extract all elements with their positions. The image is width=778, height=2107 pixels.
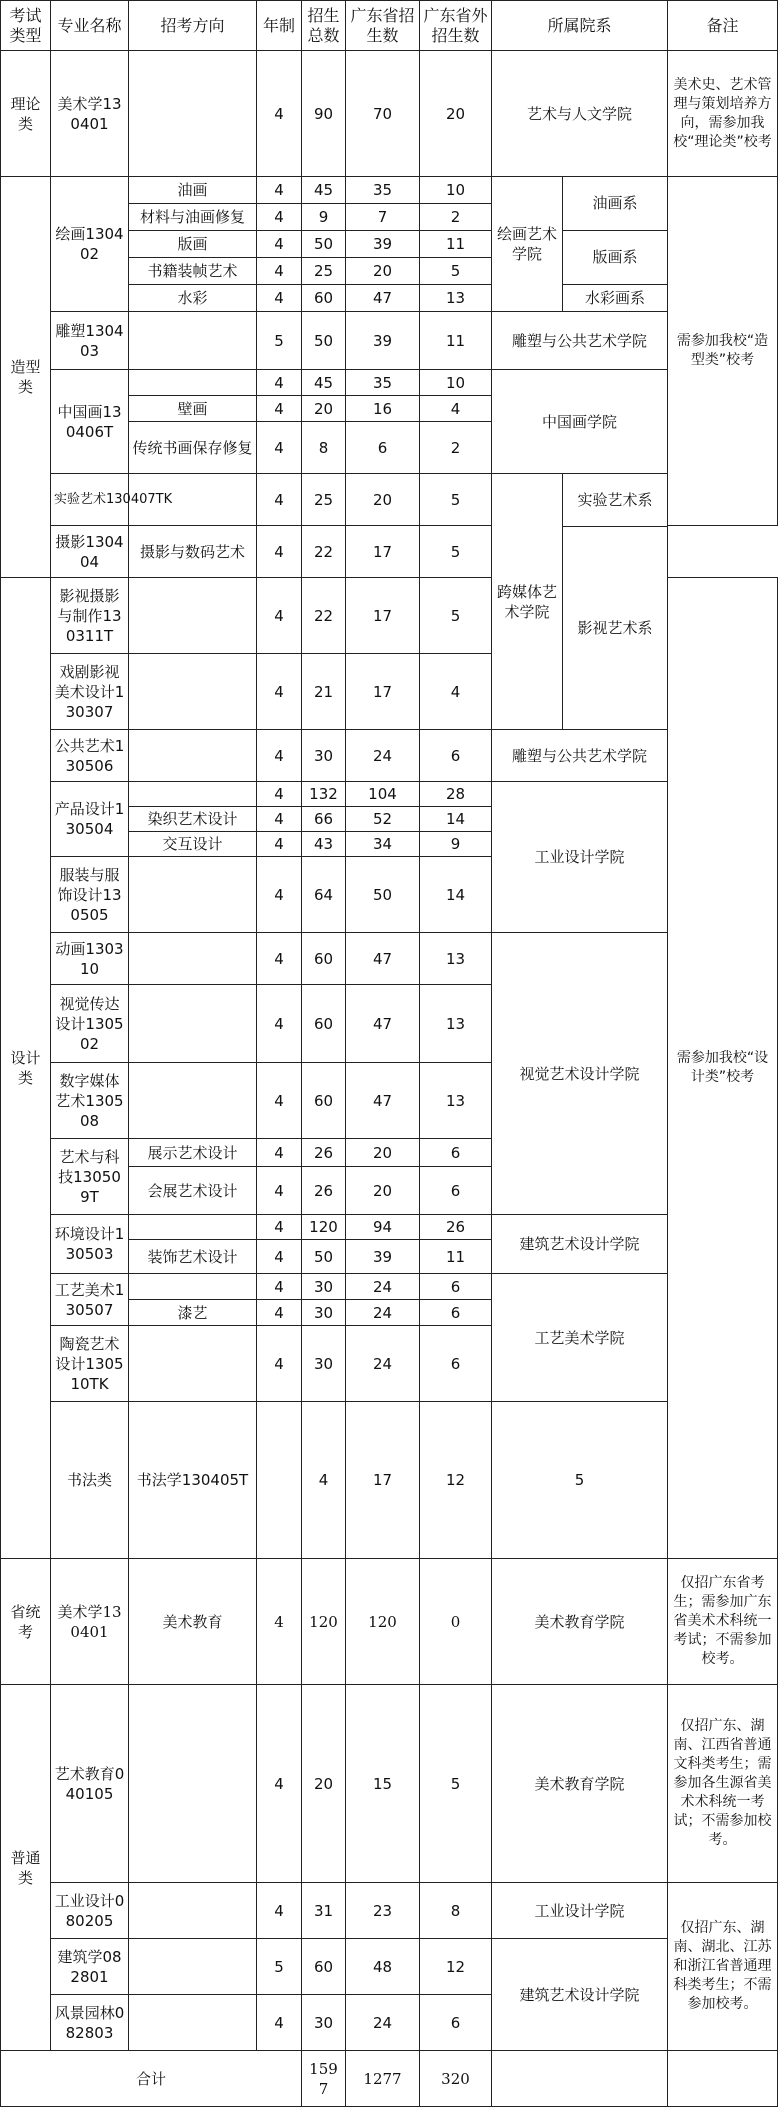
school-name: 绘画艺术学院: [492, 177, 563, 311]
out-gd-cell: 11: [420, 1240, 492, 1274]
in-gd-cell: 20: [346, 1139, 420, 1167]
in-gd-cell: 34: [346, 832, 420, 857]
out-gd-cell: 6: [420, 1326, 492, 1402]
direction-cell: 油画: [129, 177, 257, 204]
department-cell: 实验艺术系: [563, 474, 667, 527]
table-row: [1, 933, 778, 985]
major-cell: 工艺美术130507: [51, 1274, 129, 1326]
out-gd-cell: 5: [420, 258, 492, 285]
major-cell: 产品设计130504: [51, 782, 129, 857]
note-cell: 仅招广东、湖南、江西省普通文科类考生；需参加各生源省美术术科统一考试；不需参加校考。: [668, 1685, 778, 1883]
totals-school-empty: [492, 2051, 668, 2107]
in-gd-cell: 47: [346, 285, 420, 312]
totals-label: 合计: [1, 2051, 302, 2107]
in-gd-cell: 24: [346, 1300, 420, 1326]
school-cell: 工艺美术学院: [492, 1274, 668, 1402]
totals-out-gd: 320: [420, 2051, 492, 2107]
table-row: [1, 1883, 778, 1939]
direction-cell: 摄影与数码艺术: [129, 526, 257, 578]
direction-cell: [129, 985, 257, 1063]
out-gd-cell: 0: [420, 1559, 492, 1685]
direction-cell: [129, 1215, 257, 1240]
out-gd-cell: 5: [492, 1402, 668, 1559]
in-gd-cell: 24: [346, 1274, 420, 1300]
direction-cell: [129, 933, 257, 985]
years-cell: 4: [257, 1167, 302, 1215]
direction-cell: 美术教育: [129, 1559, 257, 1685]
total-cell: 30: [302, 1995, 346, 2051]
table-row: [1, 730, 778, 782]
years-cell: 4: [257, 578, 302, 654]
years-cell: 4: [257, 1559, 302, 1685]
years-cell: 4: [257, 730, 302, 782]
in-gd-cell: 6: [346, 422, 420, 474]
years-cell: 4: [257, 204, 302, 231]
years-cell: 4: [257, 1215, 302, 1240]
school-cell: 美术教育学院: [492, 1685, 668, 1883]
total-cell: 20: [302, 1685, 346, 1883]
major-cell: 风景园林082803: [51, 1995, 129, 2051]
major-cell: 陶瓷艺术设计130510TK: [51, 1326, 129, 1402]
school-cell: 建筑艺术设计学院: [492, 1215, 668, 1274]
in-gd-cell: 24: [346, 730, 420, 782]
total-cell: 60: [302, 985, 346, 1063]
table-row: [1, 1559, 778, 1685]
table-row: [1, 782, 778, 807]
direction-cell: [129, 1063, 257, 1139]
totals-in-gd: 1277: [346, 2051, 420, 2107]
years-cell: 4: [257, 285, 302, 312]
total-cell: 22: [302, 578, 346, 654]
years-cell: 4: [257, 1063, 302, 1139]
note-cell: 仅招广东、湖南、湖北、江苏和浙江省普通理科类考生；不需参加校考。: [668, 1883, 778, 2051]
out-gd-cell: 13: [420, 933, 492, 985]
direction-cell: [129, 312, 257, 370]
direction-cell: 染织艺术设计: [129, 807, 257, 832]
direction-cell: 书籍装帧艺术: [129, 258, 257, 285]
school-cell: 工业设计学院: [492, 1883, 668, 1939]
in-gd-cell: 16: [346, 396, 420, 422]
in-gd-cell: 70: [346, 51, 420, 177]
table-row: [1, 1402, 778, 1559]
out-gd-cell: 6: [420, 1167, 492, 1215]
major-cell: 美术学130401: [51, 1559, 129, 1685]
total-cell: 120: [302, 1215, 346, 1240]
col-header-major: 专业名称: [51, 1, 129, 51]
direction-cell: [129, 1274, 257, 1300]
in-gd-cell: 52: [346, 807, 420, 832]
direction-cell: [257, 1402, 302, 1559]
years-cell: 4: [257, 370, 302, 396]
in-gd-cell: 7: [346, 204, 420, 231]
school-cell: [492, 177, 668, 312]
years-cell: 4: [257, 857, 302, 933]
school-cell: 视觉艺术设计学院: [492, 933, 668, 1215]
direction-cell: [129, 782, 257, 807]
total-cell: 30: [302, 1326, 346, 1402]
out-gd-cell: 5: [420, 1685, 492, 1883]
out-gd-cell: 28: [420, 782, 492, 807]
category-cell: 书法类: [51, 1402, 129, 1559]
in-gd-cell: 24: [346, 1326, 420, 1402]
out-gd-cell: 8: [420, 1883, 492, 1939]
totals-notes-empty: [668, 2051, 778, 2107]
years-cell: 4: [257, 1685, 302, 1883]
in-gd-cell: 20: [346, 258, 420, 285]
major-cell: 数字媒体艺术130508: [51, 1063, 129, 1139]
in-gd-cell: 35: [346, 177, 420, 204]
total-cell: 120: [302, 1559, 346, 1685]
total-cell: 25: [302, 258, 346, 285]
out-gd-cell: 13: [420, 985, 492, 1063]
out-gd-cell: 20: [420, 51, 492, 177]
in-gd-cell: 47: [346, 1063, 420, 1139]
total-cell: 66: [302, 807, 346, 832]
in-gd-cell: 20: [346, 474, 420, 526]
major-cell: 艺术与科技130509T: [51, 1139, 129, 1215]
out-gd-cell: 10: [420, 177, 492, 204]
major-cell: 环境设计130503: [51, 1215, 129, 1274]
col-header-total: 招生总数: [302, 1, 346, 51]
note-cell: 仅招广东省考生；需参加广东省美术术科统一考试；不需参加校考。: [668, 1559, 778, 1685]
department-cell: 油画系: [563, 177, 667, 231]
in-gd-cell: 17: [346, 578, 420, 654]
note-cell: 需参加我校“设计类”校考: [668, 578, 778, 1559]
out-gd-cell: 5: [420, 474, 492, 526]
school-cell: 雕塑与公共艺术学院: [492, 312, 668, 370]
total-cell: 60: [302, 285, 346, 312]
school-cell: 艺术与人文学院: [492, 51, 668, 177]
table-row: [1, 474, 778, 526]
col-header-years: 年制: [257, 1, 302, 51]
major-cell: 实验艺术130407TK: [51, 474, 129, 526]
out-gd-cell: 6: [420, 1274, 492, 1300]
direction-cell: [129, 654, 257, 730]
category-cell: 造型类: [1, 177, 51, 578]
major-cell: 摄影130404: [51, 526, 129, 578]
years-cell: 4: [257, 1995, 302, 2051]
direction-cell: [129, 578, 257, 654]
direction-cell: 材料与油画修复: [129, 204, 257, 231]
direction-cell: [129, 1685, 257, 1883]
major-cell: 影视摄影与制作130311T: [51, 578, 129, 654]
out-gd-cell: 6: [420, 730, 492, 782]
total-cell: 26: [302, 1167, 346, 1215]
table-row: [1, 1215, 778, 1240]
out-gd-cell: 9: [420, 832, 492, 857]
category-cell: 省统考: [1, 1559, 51, 1685]
direction-cell: 传统书画保存修复: [129, 422, 257, 474]
major-cell: 艺术教育040105: [51, 1685, 129, 1883]
direction-cell: 版画: [129, 231, 257, 258]
school-cell: 雕塑与公共艺术学院: [492, 730, 668, 782]
direction-cell: 装饰艺术设计: [129, 1240, 257, 1274]
direction-cell: 交互设计: [129, 832, 257, 857]
years-cell: 4: [257, 526, 302, 578]
years-cell: 4: [257, 1326, 302, 1402]
out-gd-cell: 4: [420, 396, 492, 422]
in-gd-cell: 39: [346, 312, 420, 370]
total-cell: 45: [302, 370, 346, 396]
major-cell: 美术学130401: [51, 51, 129, 177]
total-cell: 50: [302, 312, 346, 370]
school-cell: 工业设计学院: [492, 782, 668, 933]
col-header-in-gd: 广东省招生数: [346, 1, 420, 51]
out-gd-cell: 14: [420, 857, 492, 933]
direction-cell: 漆艺: [129, 1300, 257, 1326]
total-cell: 31: [302, 1883, 346, 1939]
in-gd-cell: 12: [420, 1402, 492, 1559]
in-gd-cell: 23: [346, 1883, 420, 1939]
note-cell: 美术史、艺术管理与策划培养方向，需参加我校“理论类”校考: [668, 51, 778, 177]
school-cell: 美术教育学院: [492, 1559, 668, 1685]
out-gd-cell: 12: [420, 1939, 492, 1995]
major-cell: 中国画130406T: [51, 370, 129, 474]
major-cell: 服装与服饰设计130505: [51, 857, 129, 933]
total-cell: 21: [302, 654, 346, 730]
col-header-direction: 招考方向: [129, 1, 257, 51]
years-cell: 5: [257, 312, 302, 370]
years-cell: 4: [257, 1274, 302, 1300]
in-gd-cell: 39: [346, 1240, 420, 1274]
in-gd-cell: 47: [346, 985, 420, 1063]
out-gd-cell: 2: [420, 204, 492, 231]
years-cell: 4: [257, 1139, 302, 1167]
direction-cell: 水彩: [129, 285, 257, 312]
direction-cell: [129, 1995, 257, 2051]
total-cell: 17: [346, 1402, 420, 1559]
table-row: [1, 370, 778, 396]
years-cell: 4: [257, 832, 302, 857]
school-cell: 中国画学院: [492, 370, 668, 474]
years-cell: 4: [257, 422, 302, 474]
total-cell: 20: [302, 396, 346, 422]
direction-cell: [129, 730, 257, 782]
total-cell: 43: [302, 832, 346, 857]
col-header-exam-type: 考试类型: [1, 1, 51, 51]
table-row: [1, 312, 778, 370]
direction-cell: [129, 1883, 257, 1939]
direction-cell: 展示艺术设计: [129, 1139, 257, 1167]
total-cell: 50: [302, 231, 346, 258]
out-gd-cell: 6: [420, 1139, 492, 1167]
total-cell: 50: [302, 1240, 346, 1274]
in-gd-cell: 20: [346, 1167, 420, 1215]
category-cell: 理论类: [1, 51, 51, 177]
major-cell: 工业设计080205: [51, 1883, 129, 1939]
years-cell: 4: [302, 1402, 346, 1559]
in-gd-cell: 50: [346, 857, 420, 933]
direction-cell: [129, 857, 257, 933]
school-cell: 建筑艺术设计学院: [492, 1939, 668, 2051]
category-cell: 普通类: [1, 1685, 51, 2051]
major-cell: 绘画130402: [51, 177, 129, 312]
years-cell: 4: [257, 396, 302, 422]
table-row: [1, 1274, 778, 1300]
totals-row: [1, 2051, 778, 2107]
department-cell: 影视艺术系: [577, 619, 653, 637]
out-gd-cell: 13: [420, 1063, 492, 1139]
col-header-notes: 备注: [668, 1, 778, 51]
table-row: [1, 1939, 778, 1995]
years-cell: 4: [257, 933, 302, 985]
in-gd-cell: 104: [346, 782, 420, 807]
years-cell: 4: [257, 782, 302, 807]
in-gd-cell: 15: [346, 1685, 420, 1883]
total-cell: 60: [302, 1939, 346, 1995]
note-cell: 需参加我校“造型类”校考: [668, 177, 778, 526]
totals-total: 1597: [302, 2051, 346, 2107]
direction-cell: [129, 1326, 257, 1402]
years-cell: 4: [257, 177, 302, 204]
col-header-out-gd: 广东省外招生数: [420, 1, 492, 51]
years-cell: 4: [257, 654, 302, 730]
in-gd-cell: 94: [346, 1215, 420, 1240]
total-cell: 9: [302, 204, 346, 231]
major-cell: 雕塑130403: [51, 312, 129, 370]
direction-cell: 会展艺术设计: [129, 1167, 257, 1215]
years-cell: 4: [257, 1300, 302, 1326]
years-cell: 4: [257, 474, 302, 526]
out-gd-cell: 11: [420, 312, 492, 370]
total-cell: 90: [302, 51, 346, 177]
out-gd-cell: 6: [420, 1995, 492, 2051]
direction-cell: [129, 51, 257, 177]
out-gd-cell: 11: [420, 231, 492, 258]
major-cell: 动画130310: [51, 933, 129, 985]
out-gd-cell: 10: [420, 370, 492, 396]
years-cell: 4: [257, 1240, 302, 1274]
school-name: 跨媒体艺术学院: [492, 474, 563, 729]
years-cell: 4: [257, 51, 302, 177]
total-cell: 8: [302, 422, 346, 474]
direction-cell: [129, 1939, 257, 1995]
total-cell: 22: [302, 526, 346, 578]
total-cell: 64: [302, 857, 346, 933]
years-cell: 4: [257, 1883, 302, 1939]
years-cell: 4: [257, 985, 302, 1063]
out-gd-cell: 13: [420, 285, 492, 312]
in-gd-cell: 17: [346, 654, 420, 730]
direction-cell: 壁画: [129, 396, 257, 422]
out-gd-cell: 6: [420, 1300, 492, 1326]
years-cell: 4: [257, 807, 302, 832]
major-cell: 建筑学082801: [51, 1939, 129, 1995]
major-cell: 书法学130405T: [129, 1402, 257, 1559]
table-row: [1, 51, 778, 177]
table-row: [1, 177, 778, 204]
out-gd-cell: 5: [420, 578, 492, 654]
department-cell: 水彩画系: [584, 288, 645, 307]
total-cell: 25: [302, 474, 346, 526]
in-gd-cell: 35: [346, 370, 420, 396]
in-gd-cell: 24: [346, 1995, 420, 2051]
total-cell: 30: [302, 1300, 346, 1326]
in-gd-cell: 47: [346, 933, 420, 985]
in-gd-cell: 120: [346, 1559, 420, 1685]
out-gd-cell: 4: [420, 654, 492, 730]
school-cell: [492, 474, 668, 730]
in-gd-cell: 17: [346, 526, 420, 578]
department-cell: 版画系: [563, 231, 667, 285]
direction-cell: [129, 370, 257, 396]
out-gd-cell: 5: [420, 526, 492, 578]
out-gd-cell: 2: [420, 422, 492, 474]
total-cell: 26: [302, 1139, 346, 1167]
category-cell: 设计类: [1, 578, 51, 1559]
in-gd-cell: 48: [346, 1939, 420, 1995]
major-cell: 公共艺术130506: [51, 730, 129, 782]
total-cell: 30: [302, 730, 346, 782]
total-cell: 30: [302, 1274, 346, 1300]
total-cell: 45: [302, 177, 346, 204]
years-cell: 5: [257, 1939, 302, 1995]
years-cell: 4: [257, 231, 302, 258]
out-gd-cell: 14: [420, 807, 492, 832]
major-cell: 戏剧影视美术设计130307: [51, 654, 129, 730]
table-row: [1, 1685, 778, 1883]
col-header-school: 所属院系: [492, 1, 668, 51]
out-gd-cell: 26: [420, 1215, 492, 1240]
total-cell: 60: [302, 1063, 346, 1139]
header-row: [1, 1, 778, 51]
in-gd-cell: 39: [346, 231, 420, 258]
years-cell: 4: [257, 258, 302, 285]
total-cell: 60: [302, 933, 346, 985]
total-cell: 132: [302, 782, 346, 807]
major-cell: 视觉传达设计130502: [51, 985, 129, 1063]
